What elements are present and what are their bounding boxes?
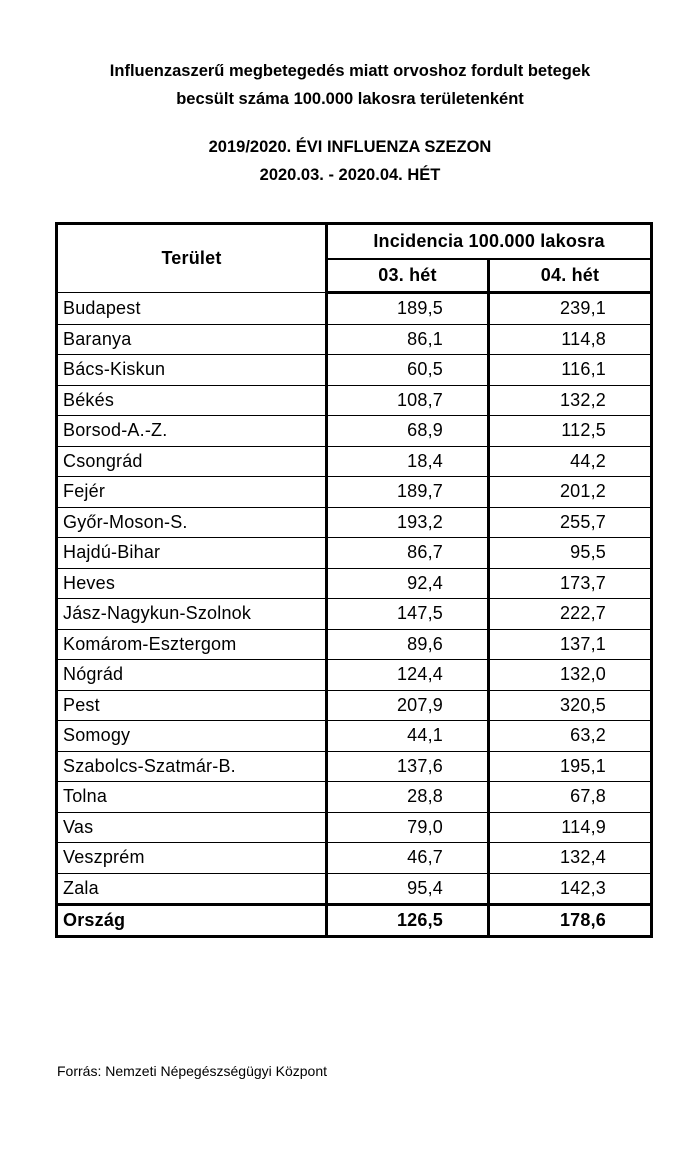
- region-cell: Somogy: [57, 721, 327, 752]
- week03-value: 147,5: [327, 599, 489, 630]
- subtitle-line1: 2019/2020. ÉVI INFLUENZA SZEZON: [208, 138, 492, 156]
- table-row: [57, 568, 652, 599]
- table-row: [57, 324, 652, 355]
- week04-value: 222,7: [489, 599, 652, 630]
- season-subtitle: [0, 133, 700, 189]
- table-row: [57, 843, 652, 874]
- table-row: [57, 507, 652, 538]
- week04-value: 195,1: [489, 751, 652, 782]
- region-cell: Pest: [57, 690, 327, 721]
- week04-value: 137,1: [489, 629, 652, 660]
- column-header-region: Terület: [57, 224, 327, 293]
- week03-value: 207,9: [327, 690, 489, 721]
- week04-value: 132,0: [489, 660, 652, 691]
- table-row: [57, 538, 652, 569]
- week04-value: 114,8: [489, 324, 652, 355]
- week04-value: 95,5: [489, 538, 652, 569]
- region-cell: Bács-Kiskun: [57, 355, 327, 386]
- week04-value: 239,1: [489, 293, 652, 325]
- subtitle-line2: 2020.03. - 2020.04. HÉT: [259, 166, 441, 184]
- region-cell: Zala: [57, 873, 327, 905]
- source-note: Forrás: Nemzeti Népegészségügyi Központ: [57, 1063, 328, 1079]
- week03-value: 28,8: [327, 782, 489, 813]
- region-cell: Komárom-Esztergom: [57, 629, 327, 660]
- week03-value: 124,4: [327, 660, 489, 691]
- region-cell: Nógrád: [57, 660, 327, 691]
- table-row: [57, 355, 652, 386]
- week04-value: 116,1: [489, 355, 652, 386]
- column-header-week03: 03. hét: [327, 259, 489, 293]
- region-cell: Jász-Nagykun-Szolnok: [57, 599, 327, 630]
- week04-value: 44,2: [489, 446, 652, 477]
- table-row: [57, 477, 652, 508]
- table-row: [57, 812, 652, 843]
- week04-value: 67,8: [489, 782, 652, 813]
- week03-value: 46,7: [327, 843, 489, 874]
- total-row: [57, 905, 652, 937]
- region-cell: Békés: [57, 385, 327, 416]
- column-header-week04: 04. hét: [489, 259, 652, 293]
- week04-value: 132,4: [489, 843, 652, 874]
- week03-value: 68,9: [327, 416, 489, 447]
- table-row: [57, 690, 652, 721]
- report-title: [0, 57, 700, 113]
- table-row: [57, 873, 652, 905]
- table-row: [57, 629, 652, 660]
- region-cell: Tolna: [57, 782, 327, 813]
- week03-value: 189,5: [327, 293, 489, 325]
- incidence-table: [55, 222, 653, 938]
- week03-value: 95,4: [327, 873, 489, 905]
- region-cell: Borsod-A.-Z.: [57, 416, 327, 447]
- table-row: [57, 446, 652, 477]
- week03-value: 92,4: [327, 568, 489, 599]
- region-cell: Heves: [57, 568, 327, 599]
- week03-value: 44,1: [327, 721, 489, 752]
- total-region-cell: Ország: [57, 905, 327, 937]
- title-line2: becsült száma 100.000 lakosra területenként: [176, 90, 524, 108]
- week03-value: 89,6: [327, 629, 489, 660]
- week03-value: 18,4: [327, 446, 489, 477]
- week03-value: 60,5: [327, 355, 489, 386]
- table-row: [57, 782, 652, 813]
- header-row-top: [57, 224, 652, 260]
- week04-value: 132,2: [489, 385, 652, 416]
- table-row: [57, 385, 652, 416]
- table-row: [57, 721, 652, 752]
- region-cell: Csongrád: [57, 446, 327, 477]
- week04-value: 173,7: [489, 568, 652, 599]
- table-body: [57, 293, 652, 905]
- week03-value: 189,7: [327, 477, 489, 508]
- week04-value: 142,3: [489, 873, 652, 905]
- region-cell: Győr-Moson-S.: [57, 507, 327, 538]
- region-cell: Budapest: [57, 293, 327, 325]
- table-row: [57, 660, 652, 691]
- region-cell: Vas: [57, 812, 327, 843]
- total-week03-value: 126,5: [327, 905, 489, 937]
- week03-value: 79,0: [327, 812, 489, 843]
- week03-value: 86,7: [327, 538, 489, 569]
- week04-value: 201,2: [489, 477, 652, 508]
- column-header-incidence: Incidencia 100.000 lakosra: [327, 224, 652, 260]
- table-header: [57, 224, 652, 293]
- region-cell: Szabolcs-Szatmár-B.: [57, 751, 327, 782]
- region-cell: Fejér: [57, 477, 327, 508]
- region-cell: Hajdú-Bihar: [57, 538, 327, 569]
- week04-value: 112,5: [489, 416, 652, 447]
- region-cell: Baranya: [57, 324, 327, 355]
- table-row: [57, 293, 652, 325]
- week03-value: 108,7: [327, 385, 489, 416]
- week04-value: 114,9: [489, 812, 652, 843]
- table-row: [57, 599, 652, 630]
- table-row: [57, 751, 652, 782]
- week04-value: 320,5: [489, 690, 652, 721]
- title-line1: Influenzaszerű megbetegedés miatt orvoshoz fordult betegek: [109, 62, 591, 80]
- week03-value: 86,1: [327, 324, 489, 355]
- total-week04-value: 178,6: [489, 905, 652, 937]
- week03-value: 137,6: [327, 751, 489, 782]
- region-cell: Veszprém: [57, 843, 327, 874]
- report-page: [0, 57, 700, 1156]
- week04-value: 63,2: [489, 721, 652, 752]
- week03-value: 193,2: [327, 507, 489, 538]
- week04-value: 255,7: [489, 507, 652, 538]
- table-row: [57, 416, 652, 447]
- table-total: [57, 905, 652, 937]
